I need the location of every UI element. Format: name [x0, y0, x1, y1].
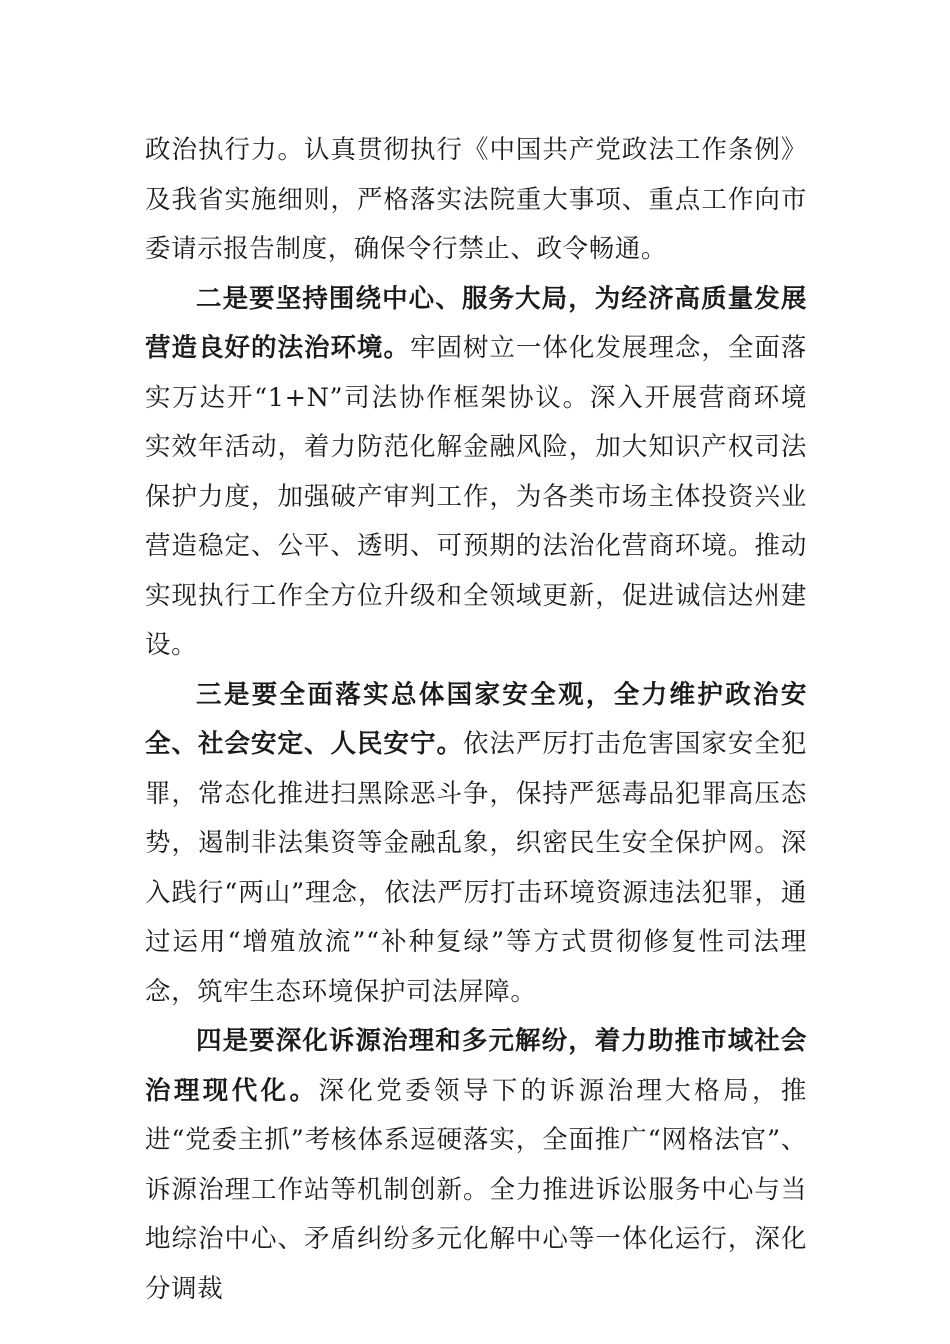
paragraph-2-lead: 二是要坚持围绕中心、服务大局，为经济高质量发展营造良好的法治环境。	[145, 283, 807, 363]
paragraph-4	[145, 1017, 807, 1314]
paragraph-4-body: 深化党委领导下的诉源治理大格局，推进“党委主抓”考核体系逗硬落实，全面推广“网格法官”、诉源治理工作站等机制创新。全力推进诉讼服务中心与当地综治中心、矛盾纠纷多元化解中心等一体化运行，深化分调裁	[145, 1075, 808, 1304]
paragraph-1	[145, 126, 807, 275]
paragraph-3	[145, 671, 807, 1018]
paragraph-1-body: 政治执行力。认真贯彻执行《中国共产党政法工作条例》及我省实施细则，严格落实法院重大事项、重点工作向市委请示报告制度，确保令行禁止、政令畅通。	[145, 135, 807, 264]
paragraph-3-lead: 三是要全面落实总体国家安全观，全力维护政治安全、社会安定、人民安宁。	[145, 679, 807, 759]
document-body	[145, 126, 807, 1314]
paragraph-3-body: 依法严厉打击危害国家安全犯罪，常态化推进扫黑除恶斗争，保持严惩毒品犯罪高压态势，遏制非法集资等金融乱象，织密民生安全保护网。深入践行“两山”理念，依法严厉打击环境资源违法犯罪，通过运用“增殖放流”“补种复绿”等方式贯彻修复性司法理念，筑牢生态环境保护司法屏障。	[145, 729, 807, 1007]
paragraph-2	[145, 275, 807, 671]
paragraph-4-lead: 四是要深化诉源治理和多元解纷，着力助推市域社会治理现代化。	[145, 1026, 807, 1106]
paragraph-2-body: 牢固树立一体化发展理念，全面落实万达开“1+N”司法协作框架协议。深入开展营商环境实效年活动，着力防范化解金融风险，加大知识产权司法保护力度，加强破产审判工作，为各类市场主体投资兴业营造稳定、公平、透明、可预期的法治化营商环境。推动实现执行工作全方位升级和全领域更新，促进诚信达州建设。	[145, 333, 807, 660]
